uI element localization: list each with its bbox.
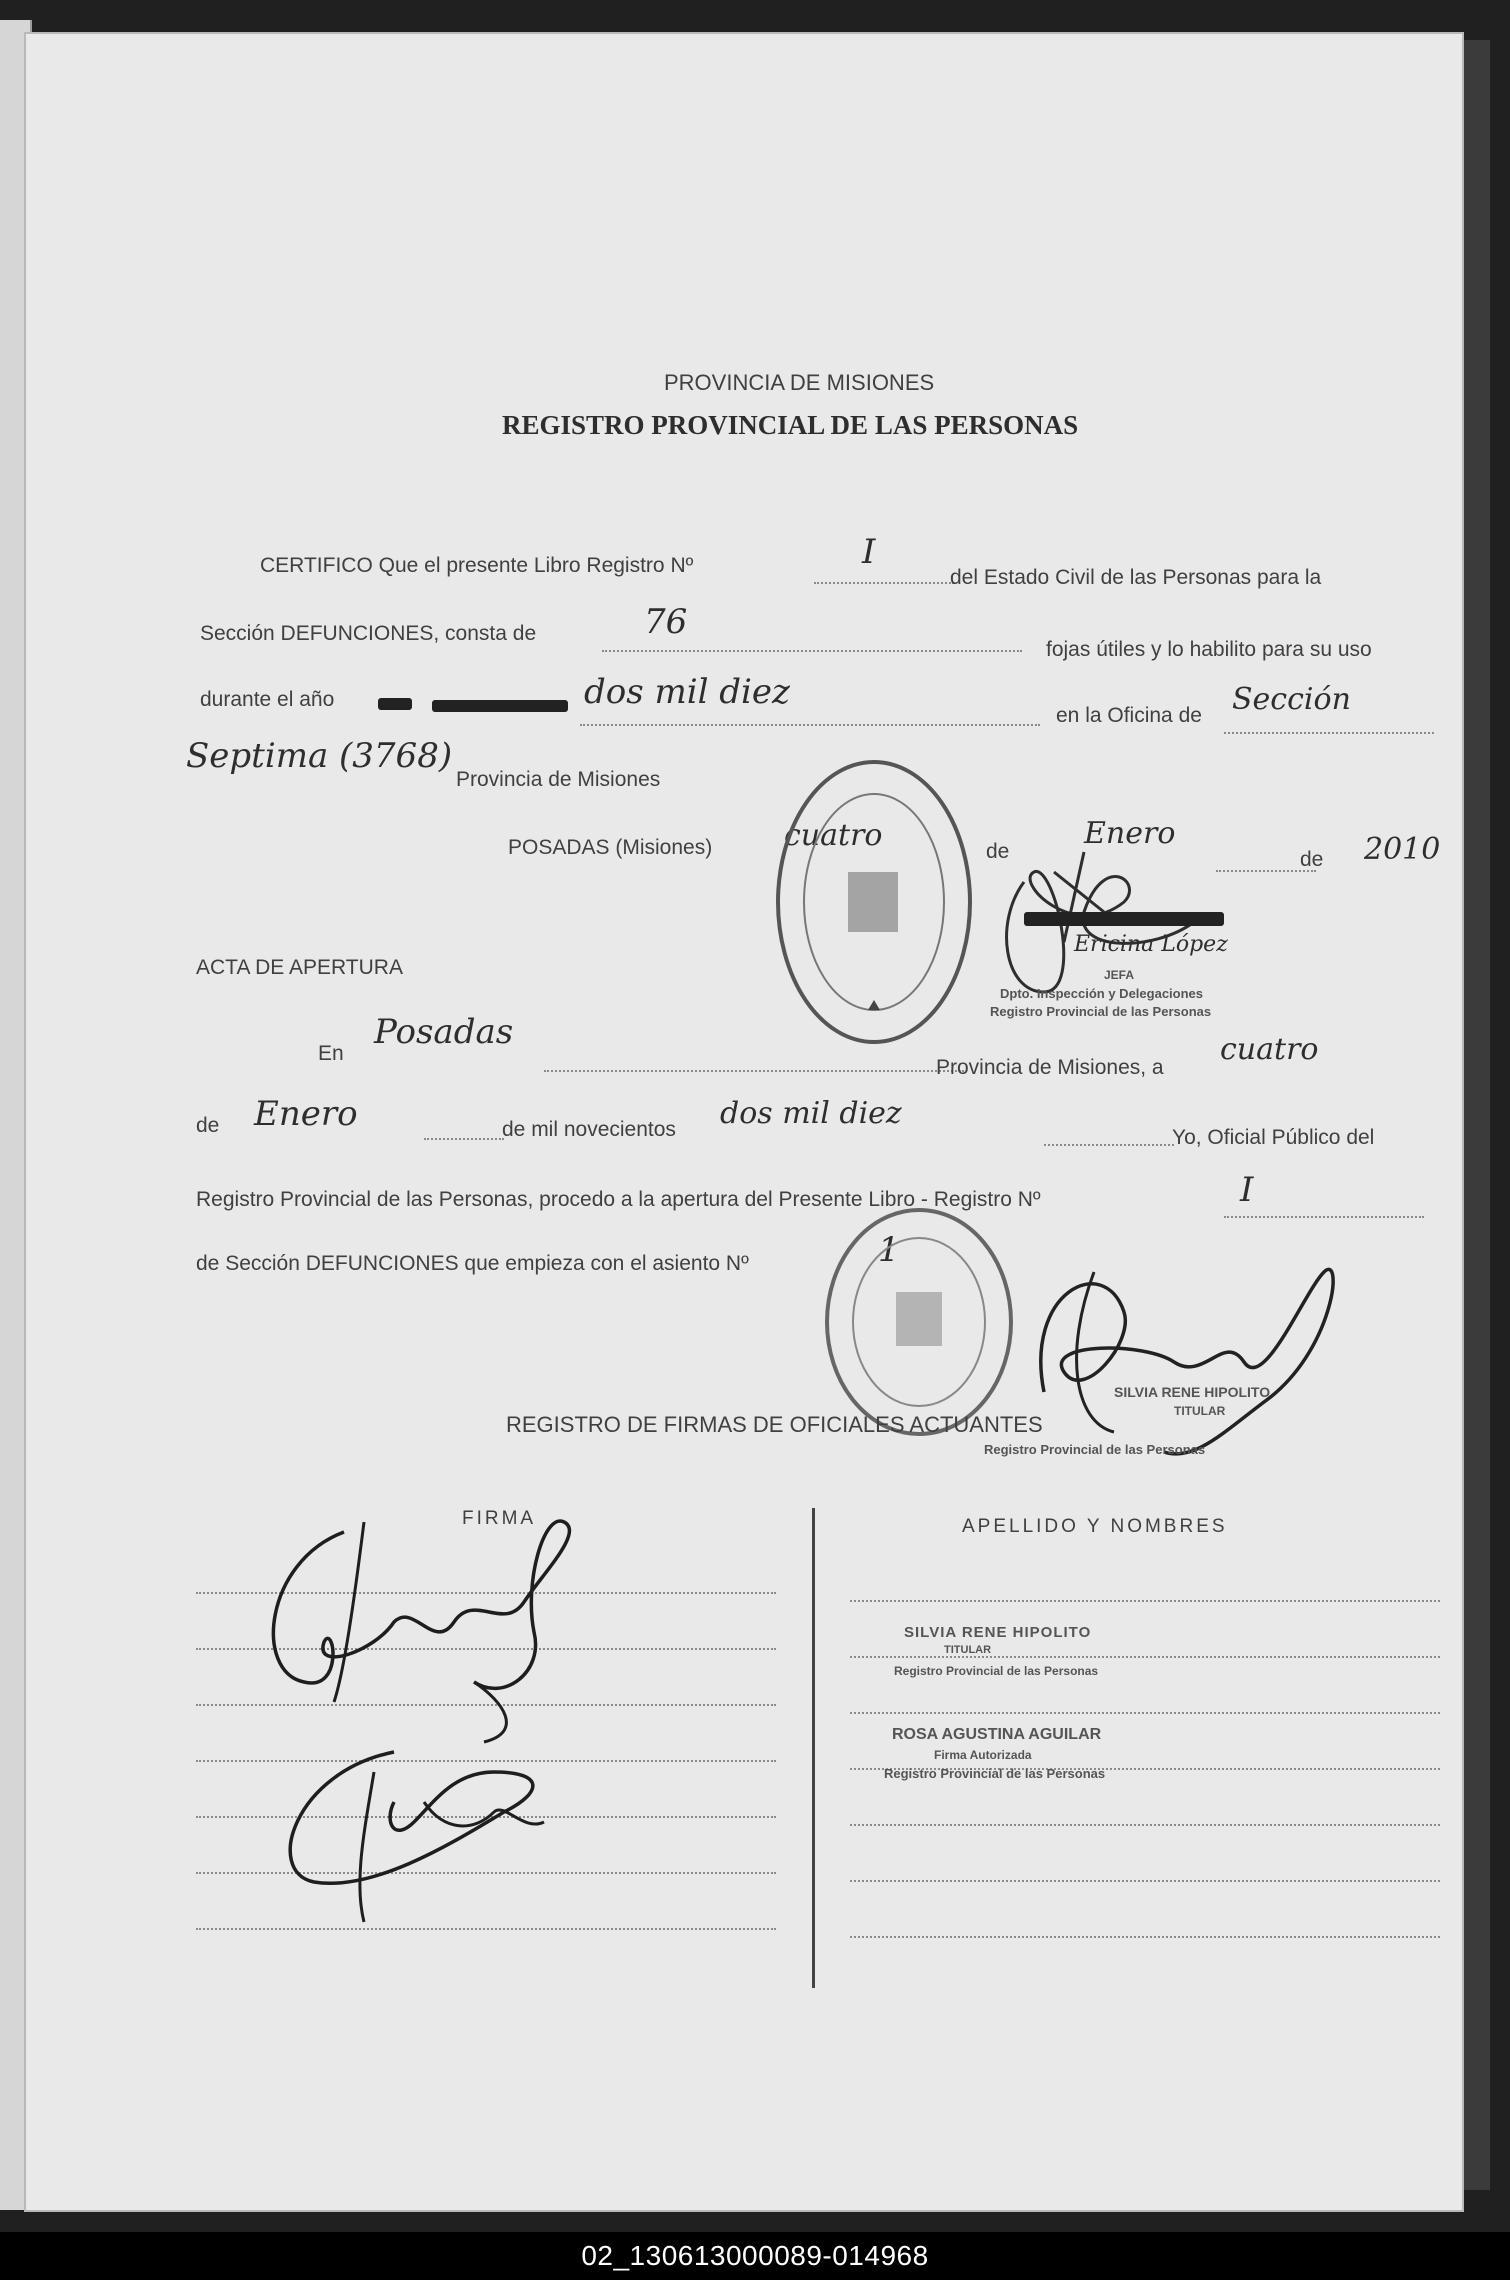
acta-yo: Yo, Oficial Público del [1172, 1126, 1375, 1149]
oval-seal-top [764, 752, 984, 1052]
redaction-mark [378, 698, 412, 710]
image-caption-bar [0, 2232, 1510, 2280]
nombre-row-line [850, 1600, 1440, 1602]
acta-provincia: Provincia de Misiones, a [936, 1056, 1164, 1079]
document-page [24, 32, 1464, 2212]
image-code: 02_130613000089-014968 [581, 2240, 929, 2271]
signature-firma-2 [254, 1732, 574, 1932]
date-de-2: de [1300, 848, 1324, 871]
mes-handwritten: Enero [1084, 816, 1176, 851]
col-nombres-header: APELLIDO Y NOMBRES [962, 1516, 1228, 1537]
year-handwritten: 2010 [1364, 832, 1441, 867]
cert-line3-b: en la Oficina de [1056, 704, 1202, 727]
dia-handwritten: cuatro [784, 818, 883, 853]
nombre-row-line [850, 1656, 1440, 1658]
dotted-line [544, 1070, 964, 1072]
dotted-line [814, 582, 954, 584]
nombre-row-line [850, 1880, 1440, 1882]
stamp1-name: Ericina López [1074, 932, 1228, 957]
firma-entry-2-org: Registro Provincial de las Personas [884, 1766, 1106, 1781]
acta-anio-handwritten: dos mil diez [720, 1096, 902, 1131]
acta-line3: Registro Provincial de las Personas, procedo a la apertura del Presente Libro - Registro Nº [196, 1188, 1041, 1211]
stamp1-org: Registro Provincial de las Personas [990, 1004, 1212, 1019]
firma-entry-2-role: Firma Autorizada [934, 1748, 1032, 1762]
dotted-line [1224, 1216, 1424, 1218]
libro-numero-handwritten: I [862, 532, 876, 572]
cert-line1-b: del Estado Civil de las Personas para la [950, 566, 1322, 589]
cert-line2-a: Sección DEFUNCIONES, consta de [200, 622, 537, 645]
cert-line1-a: CERTIFICO Que el presente Libro Registro Nº [260, 554, 694, 577]
acta-en: En [318, 1042, 344, 1065]
firmas-title: REGISTRO DE FIRMAS DE OFICIALES ACTUANTES [506, 1412, 1043, 1437]
acta-asiento-handwritten: 1 [878, 1230, 900, 1270]
date-de-1: de [986, 840, 1010, 863]
dotted-line [1224, 732, 1434, 734]
oficina-handwritten: Sección [1232, 682, 1351, 717]
registry-heading: REGISTRO PROVINCIAL DE LAS PERSONAS [502, 410, 1079, 440]
nombre-row-line [850, 1712, 1440, 1714]
dotted-line [602, 650, 1022, 652]
acta-dia-handwritten: cuatro [1220, 1032, 1319, 1067]
dotted-line [1044, 1144, 1174, 1146]
cert-line4-b: Provincia de Misiones [456, 768, 661, 791]
acta-lugar-handwritten: Posadas [374, 1012, 514, 1052]
acta-title: ACTA DE APERTURA [196, 956, 403, 979]
signature-firma-1 [244, 1502, 624, 1762]
stamp2-org: Registro Provincial de las Personas [984, 1442, 1206, 1457]
col-firma-header: FIRMA [462, 1508, 537, 1529]
dotted-line [580, 724, 1040, 726]
acta-de: de [196, 1114, 220, 1137]
oficina-cont-handwritten: Septima (3768) [186, 736, 453, 776]
dotted-line [424, 1138, 504, 1140]
cert-line2-b: fojas útiles y lo habilito para su uso [1046, 638, 1372, 661]
fojas-handwritten: 76 [644, 602, 688, 642]
province-heading: PROVINCIA DE MISIONES [664, 370, 935, 395]
firma-entry-1-name: SILVIA RENE HIPOLITO [904, 1624, 1092, 1641]
nombre-row-line [850, 1824, 1440, 1826]
firma-entry-1-role: TITULAR [944, 1644, 992, 1656]
acta-mes-handwritten: Enero [254, 1094, 358, 1134]
stamp2-name: SILVIA RENE HIPOLITO [1114, 1384, 1271, 1400]
stamp1-role: JEFA [1104, 968, 1135, 982]
redaction-mark [1024, 912, 1224, 926]
cert-line3-a: durante el año [200, 688, 335, 711]
place-label: POSADAS (Misiones) [508, 836, 713, 859]
stamp1-dept: Dpto. Inspección y Delegaciones [1000, 986, 1203, 1001]
acta-mil: de mil novecientos [502, 1118, 676, 1141]
anio-handwritten: dos mil diez [584, 672, 790, 712]
stamp2-role: TITULAR [1174, 1404, 1226, 1418]
acta-libro-handwritten: I [1240, 1170, 1254, 1210]
firma-entry-2-name: ROSA AGUSTINA AGUILAR [892, 1726, 1102, 1743]
redaction-mark [432, 700, 568, 712]
firma-entry-1-org: Registro Provincial de las Personas [894, 1664, 1099, 1678]
column-divider [812, 1508, 815, 1988]
nombre-row-line [850, 1936, 1440, 1938]
acta-line4: de Sección DEFUNCIONES que empieza con el asiento Nº [196, 1252, 749, 1275]
